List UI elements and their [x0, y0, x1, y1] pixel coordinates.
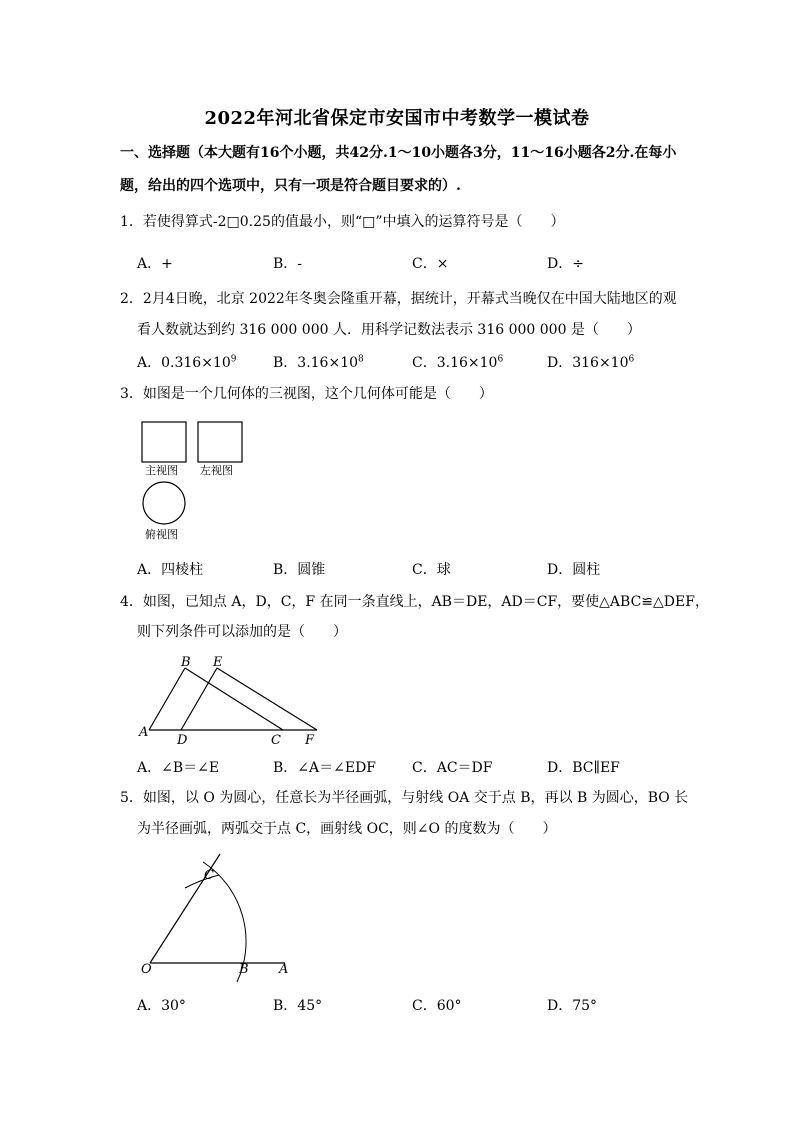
- q4-stem-line2: 则下列条件可以添加的是（ ）: [137, 624, 347, 640]
- q3-stem: 3．如图是一个几何体的三视图，这个几何体可能是（ ）: [120, 386, 493, 402]
- q5-option-b: B．45°: [273, 998, 323, 1014]
- top-view-label: 俯视图: [145, 528, 178, 541]
- exam-title: 2022年河北省保定市安国市中考数学一模试卷: [204, 108, 590, 129]
- point-label-c: C: [204, 868, 214, 883]
- q1-stem: 1．若使得算式-2□0.25的值最小，则“□”中填入的运算符号是（ ）: [120, 214, 565, 230]
- point-label-a: A: [139, 725, 149, 740]
- q4-option-d: D．BC∥EF: [547, 760, 620, 776]
- q5-option-d: D．75°: [547, 998, 598, 1014]
- q5-stem-line1: 5．如图，以 O 为圆心，任意长为半径画弧，与射线 OA 交于点 B，再以 B 为圆心，BO 长: [120, 790, 689, 806]
- section-heading-line2: 题，给出的四个选项中，只有一项是符合题目要求的）.: [120, 178, 461, 194]
- left-view-square: [198, 422, 242, 462]
- point-label-b: B: [239, 962, 249, 977]
- point-label-o: O: [141, 962, 152, 977]
- segment-ab: [149, 668, 185, 730]
- q1-option-d: D．÷: [547, 256, 584, 272]
- front-view-label: 主视图: [145, 464, 178, 477]
- q4-stem-line1: 4．如图，已知点 A，D，C，F 在同一条直线上，AB＝DE，AD＝CF，要使△ABC≌△DEF，: [120, 594, 709, 610]
- q5-option-a: A．30°: [137, 998, 186, 1014]
- q3-option-a: A．四棱柱: [137, 562, 204, 578]
- point-label-e: E: [213, 655, 223, 670]
- three-view-figure: [135, 415, 255, 545]
- top-view-circle: [143, 482, 185, 524]
- section-heading-line1: 一、选择题（本大题有16个小题，共42分.1～10小题各3分，11～16小题各2分.在每小: [120, 145, 677, 161]
- q2-stem-line2: 看人数就达到约 316 000 000 人．用科学记数法表示 316 000 000 是（ ）: [137, 322, 641, 338]
- q1-option-c: C．×: [412, 256, 449, 272]
- q3-option-d: D．圆柱: [547, 562, 601, 578]
- point-label-c: C: [271, 733, 281, 748]
- q2-option-d: D．$316\times 10^6$: [547, 354, 635, 371]
- q1-option-a: A．+: [137, 256, 173, 272]
- q5-option-c: C．60°: [412, 998, 462, 1014]
- q4-option-b: B．∠A＝∠EDF: [273, 760, 377, 776]
- left-view-label: 左视图: [200, 464, 233, 477]
- q2-option-c: C．$3.16\times 10^6$: [412, 354, 504, 371]
- point-label-d: D: [177, 733, 188, 748]
- point-label-b: B: [181, 655, 191, 670]
- q1-option-b: B．-: [273, 256, 303, 272]
- point-label-a: A: [279, 962, 289, 977]
- triangles-figure: [135, 650, 335, 750]
- segment-bc: [185, 668, 283, 730]
- point-label-f: F: [305, 733, 315, 748]
- q4-option-a: A．∠B＝∠E: [137, 760, 220, 776]
- construction-figure: [135, 850, 305, 990]
- segment-ef: [217, 668, 317, 730]
- q2-stem-line1: 2．2月4日晚，北京 2022年冬奥会隆重开幕，据统计，开幕式当晚仅在中国大陆地区的观: [120, 291, 677, 307]
- q3-option-c: C．球: [412, 562, 451, 578]
- q5-stem-line2: 为半径画弧，两弧交于点 C，画射线 OC，则∠O 的度数为（ ）: [137, 821, 557, 837]
- q2-option-a: A．$0.316\times 10^9$: [137, 354, 237, 371]
- q3-option-b: B．圆锥: [273, 562, 326, 578]
- q2-option-b: B．$3.16\times 10^8$: [273, 354, 364, 371]
- front-view-square: [142, 422, 186, 462]
- q4-option-c: C．AC＝DF: [412, 760, 493, 776]
